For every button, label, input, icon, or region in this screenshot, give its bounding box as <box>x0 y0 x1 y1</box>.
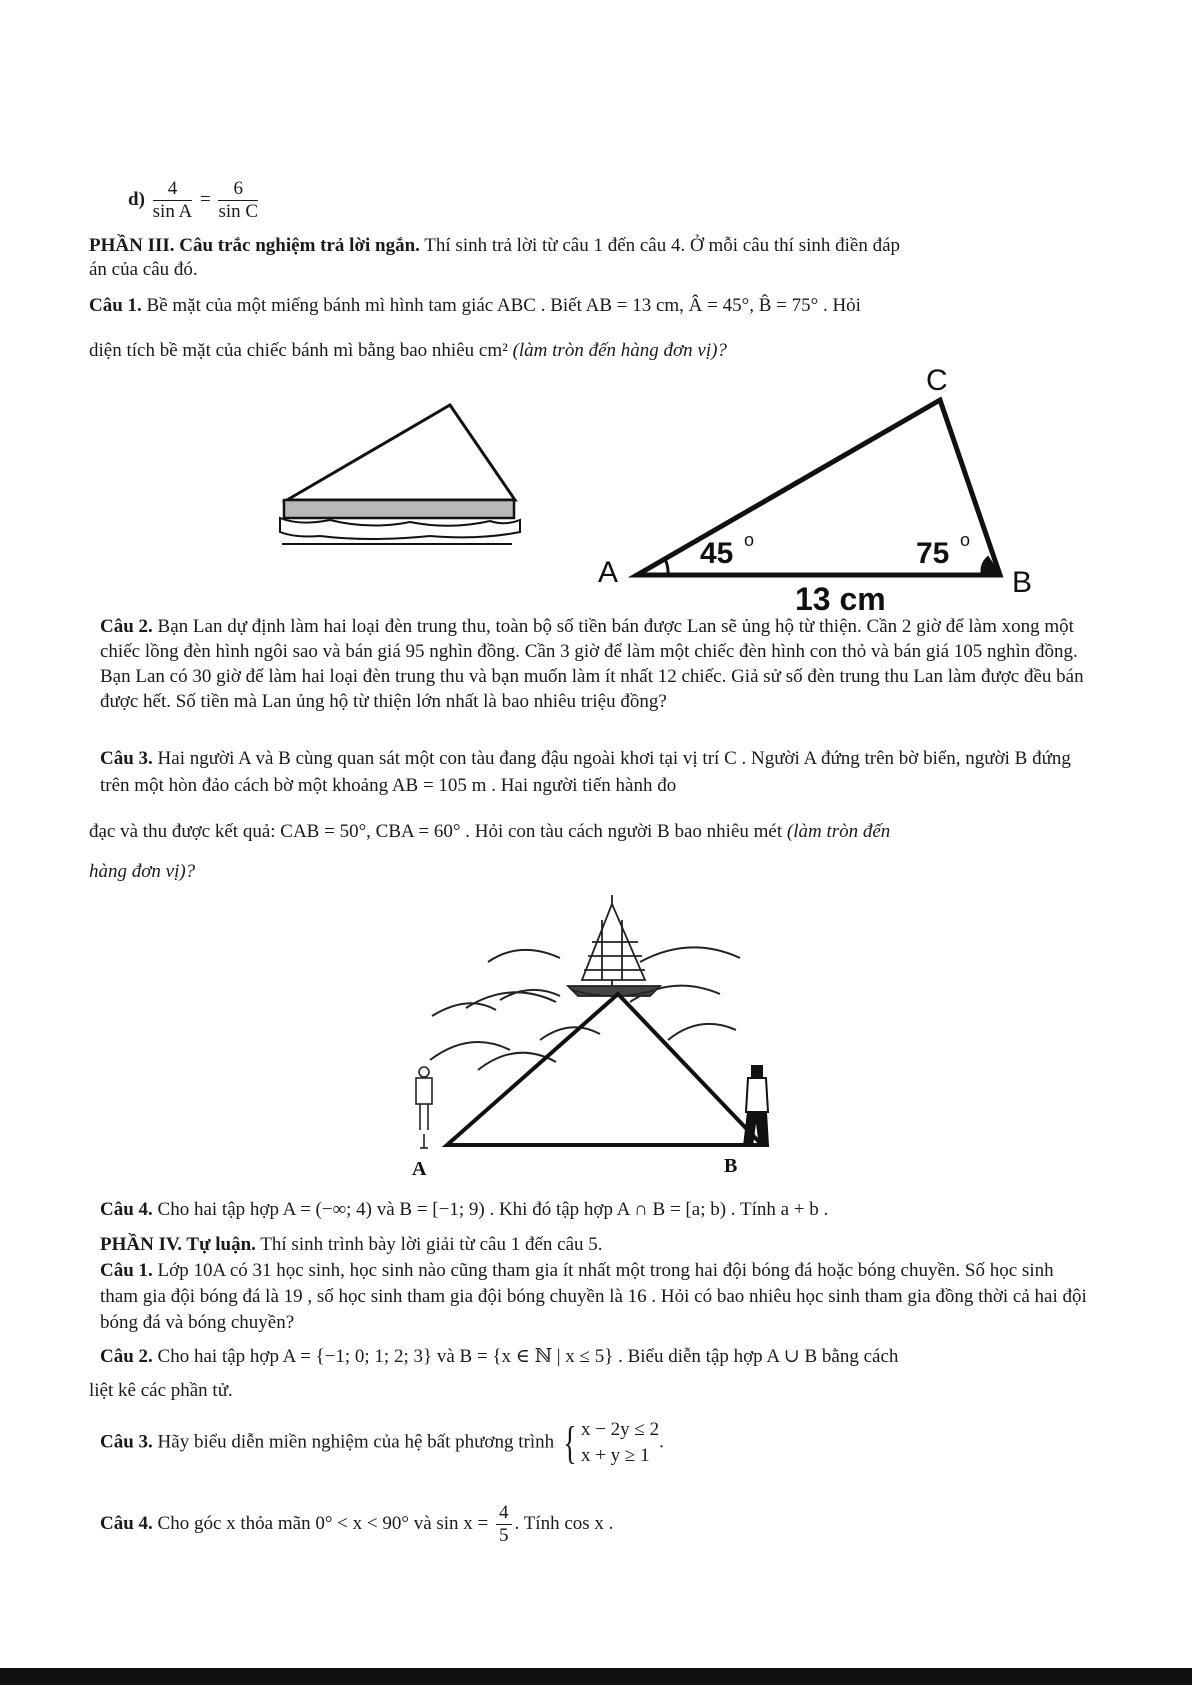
question-label: Câu 1. <box>89 295 142 316</box>
part4-heading-text: Thí sinh trình bày lời giải từ câu 1 đến câu 5. <box>255 1234 603 1255</box>
figure-triangle-abc <box>0 360 1192 620</box>
fraction-numerator: 6 <box>218 178 258 201</box>
sea-waves <box>430 947 740 1070</box>
ship-image <box>568 895 660 996</box>
question-note: (làm tròn đến hàng đơn vị)? <box>512 340 727 361</box>
question-text: Hãy biểu diễn miền nghiệm của hệ bất phương trình <box>152 1431 555 1453</box>
system-brace: { <box>563 1417 577 1468</box>
part4-heading <box>100 1231 603 1258</box>
question-note: (làm tròn đến <box>786 821 891 842</box>
inequality-1: x − 2y ≤ 2 <box>580 1419 660 1440</box>
part3-heading-line2: án của câu đó. <box>89 259 198 280</box>
part3-question-3-line2 <box>89 818 890 845</box>
part4-question-2-line2: liệt kê các phần tử. <box>89 1380 233 1401</box>
prev-d-label: d) <box>128 188 145 210</box>
fraction-4-sinA <box>153 178 193 223</box>
part4-question-1 <box>100 1258 1090 1336</box>
fraction-denominator: sin A <box>152 201 193 222</box>
vertex-b-label: B <box>1012 566 1033 599</box>
fraction-6-sinC <box>218 178 258 223</box>
question-text: Bề mặt của một miếng bánh mì hình tam giác ABC . Biết AB = 13 cm, Â = 45°, B̂ = 75° . Hỏi <box>141 295 861 316</box>
question-label: Câu 4. <box>100 1199 153 1220</box>
question-label: Câu 4. <box>100 1512 153 1534</box>
question-label: Câu 2. <box>100 616 153 637</box>
part3-question-2 <box>100 614 1090 714</box>
observer-a-image <box>416 1067 432 1148</box>
triangle-abc <box>598 364 1032 617</box>
vertex-a-label: A <box>598 556 619 589</box>
part3-heading-bold: PHẦN III. Câu trắc nghiệm trả lời ngắn. <box>89 235 420 256</box>
observer-b-image <box>744 1066 768 1146</box>
angle-a-degree: o <box>744 530 755 550</box>
question-text: Cho hai tập hợp A = (−∞; 4) và B = [−1; 9) . Khi đó tập hợp A ∩ B = [a; b) . Tính a + b . <box>152 1199 829 1220</box>
part4-heading-bold: PHẦN IV. Tự luận. <box>100 1234 256 1255</box>
observer-b-label: B <box>724 1155 738 1177</box>
triangle-abc-ship <box>447 994 762 1145</box>
figure-ship-observers <box>0 890 1192 1180</box>
equals-sign: = <box>200 188 211 210</box>
question-text: Cho hai tập hợp A = {−1; 0; 1; 2; 3} và B = {x ∈ ℕ | x ≤ 5} . Biểu diễn tập hợp A ∪ B bằng cách <box>152 1346 899 1367</box>
inequality-2: x + y ≥ 1 <box>580 1445 650 1466</box>
question-text: Cho góc x thỏa mãn 0° < x < 90° và sin x = <box>152 1512 494 1534</box>
angle-b-degree: o <box>960 530 971 550</box>
prev-answer-d <box>128 178 261 223</box>
fraction-denominator: 5 <box>499 1525 509 1546</box>
part3-question-3 <box>100 745 1090 799</box>
fraction-numerator: 4 <box>153 178 193 201</box>
angle-b-label: 75 <box>916 537 950 570</box>
scan-footer-bar <box>0 1668 1192 1685</box>
inequality-system <box>581 1417 659 1469</box>
question-label: Câu 3. <box>100 1431 153 1453</box>
question-text-end: . Tính cos x . <box>514 1512 614 1534</box>
fraction-numerator: 4 <box>496 1502 512 1525</box>
bread-slice-image <box>280 405 520 544</box>
angle-a-label: 45 <box>700 537 734 570</box>
question-text: diện tích bề mặt của chiếc bánh mì bằng bao nhiêu cm² <box>89 340 513 361</box>
side-ab-label: 13 cm <box>795 581 886 617</box>
part3-question-4 <box>100 1196 828 1223</box>
observer-a-label: A <box>412 1158 427 1180</box>
part4-question-4 <box>100 1502 613 1547</box>
part3-heading-text: Thí sinh trả lời từ câu 1 đến câu 4. Ở mỗi câu thí sinh điền đáp <box>419 235 901 256</box>
part3-heading <box>89 232 900 259</box>
question-text: Bạn Lan dự định làm hai loại đèn trung thu, toàn bộ số tiền bán được Lan sẽ ủng hộ từ thiện. Cần 2 giờ để làm xong một chiếc lồng đèn hình ngôi sao và bán giá 95 nghìn đồng. Cần 3 giờ để làm một chiếc đèn hình con thỏ và bán giá 105 nghìn đồng. Bạn Lan có 30 giờ để làm hai loại đèn trung thu và bạn muốn làm ít nhất 12 chiếc. Giả sử số đèn trung thu Lan làm được đều bán được hết. Số tiền mà Lan ủng hộ từ thiện lớn nhất là bao nhiêu triệu đồng? <box>100 616 1084 712</box>
question-text: Hai người A và B cùng quan sát một con tàu đang đậu ngoài khơi tại vị trí C . Người A đứng trên bờ biển, người B đứng trên một hòn đảo cách bờ một khoảng AB = 105 m . Hai người tiến hành đo <box>100 748 1071 796</box>
question-label: Câu 1. <box>100 1260 153 1281</box>
question-label: Câu 2. <box>100 1346 153 1367</box>
fraction-4-5 <box>496 1502 512 1547</box>
fraction-denominator: sin C <box>218 201 259 222</box>
question-label: Câu 3. <box>100 748 153 769</box>
question-text: đạc và thu được kết quả: CAB = 50°, CBA = 60° . Hỏi con tàu cách người B bao nhiêu mét <box>89 821 787 842</box>
part4-question-2 <box>100 1343 898 1370</box>
question-text: Lớp 10A có 31 học sinh, học sinh nào cũng tham gia ít nhất một trong hai đội bóng đá hoặc bóng chuyền. Số học sinh tham gia đội bóng đá là 19 , số học sinh tham gia đội bóng chuyền là 16 . Hỏi có bao nhiêu học sinh tham gia đồng thời cả hai đội bóng đá và bóng chuyền? <box>100 1260 1087 1333</box>
vertex-c-label: C <box>926 364 948 397</box>
part3-question-3-line3: hàng đơn vị)? <box>89 861 196 882</box>
part3-question-1 <box>89 292 861 319</box>
system-end: . <box>659 1431 664 1453</box>
part4-question-3 <box>100 1417 664 1469</box>
